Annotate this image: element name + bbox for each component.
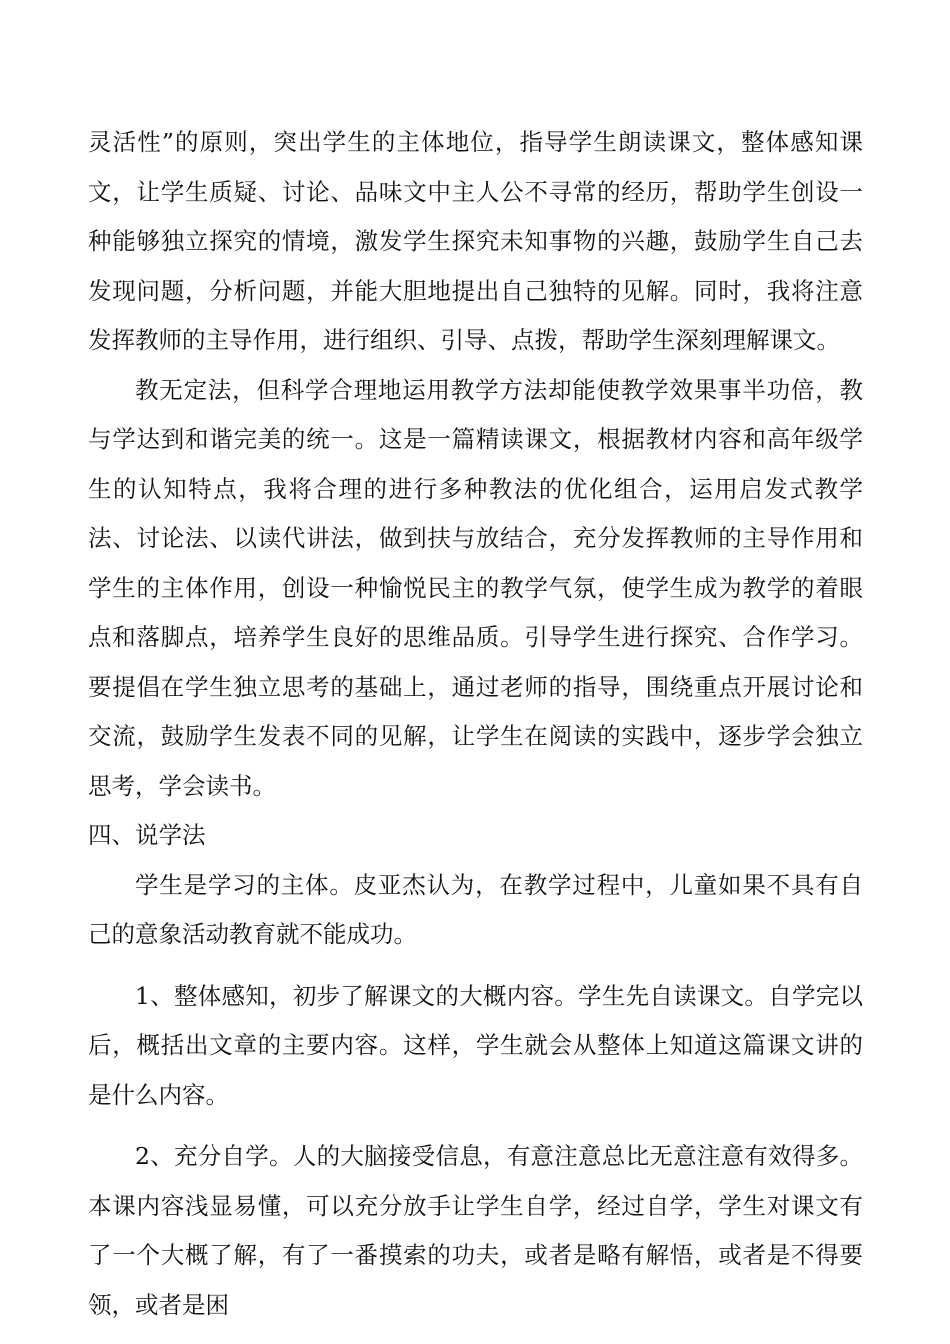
- paragraph-student-subject: 学生是学习的主体。皮亚杰认为，在教学过程中，儿童如果不具有自己的意象活动教育就不能成功。: [88, 870, 863, 948]
- body-text: [88, 118, 863, 1330]
- paragraph-item-1: 1、整体感知，初步了解课文的大概内容。学生先自读课文。自学完以后，概括出文章的主要内容。这样，学生就会从整体上知道这篇课文讲的是什么内容。: [88, 981, 863, 1109]
- paragraph-gap: [88, 960, 863, 972]
- paragraph-principle-continuation: 灵活性”的原则，突出学生的主体地位，指导学生朗读课文，整体感知课文，让学生质疑、讨论、品味文中主人公不寻常的经历，帮助学生创设一种能够独立探究的情境，激发学生探究未知事物的兴趣，鼓励学生自己去发现问题，分析问题，并能大胆地提出自己独特的见解。同时，我将注意发挥教师的主导作用，进行组织、引导、点拨，帮助学生深刻理解课文。: [88, 128, 863, 354]
- paragraph-item-2: 2、充分自学。人的大脑接受信息，有意注意总比无意注意有效得多。本课内容浅显易懂，可以充分放手让学生自学，经过自学，学生对课文有了一个大概了解，有了一番摸索的功夫，或者是略有解悟，或者是不得要领，或者是困: [88, 1142, 863, 1319]
- paragraph-gap: [88, 1120, 863, 1132]
- paragraph-teaching-methods: 教无定法，但科学合理地运用教学方法却能使教学效果事半功倍，教与学达到和谐完美的统一。这是一篇精读课文，根据教材内容和高年级学生的认知特点，我将合理的进行多种教法的优化组合，运用启发式教学法、讨论法、以读代讲法，做到扶与放结合，充分发挥教师的主导作用和学生的主体作用，创设一种愉悦民主的教学气氛，使学生成为教学的着眼点和落脚点，培养学生良好的思维品质。引导学生进行探究、合作学习。要提倡在学生独立思考的基础上，通过老师的指导，围绕重点开展讨论和交流，鼓励学生发表不同的见解，让学生在阅读的实践中，逐步学会独立思考，学会读书。: [88, 375, 863, 800]
- section-heading-learning-methods: 四、说学法: [88, 821, 206, 849]
